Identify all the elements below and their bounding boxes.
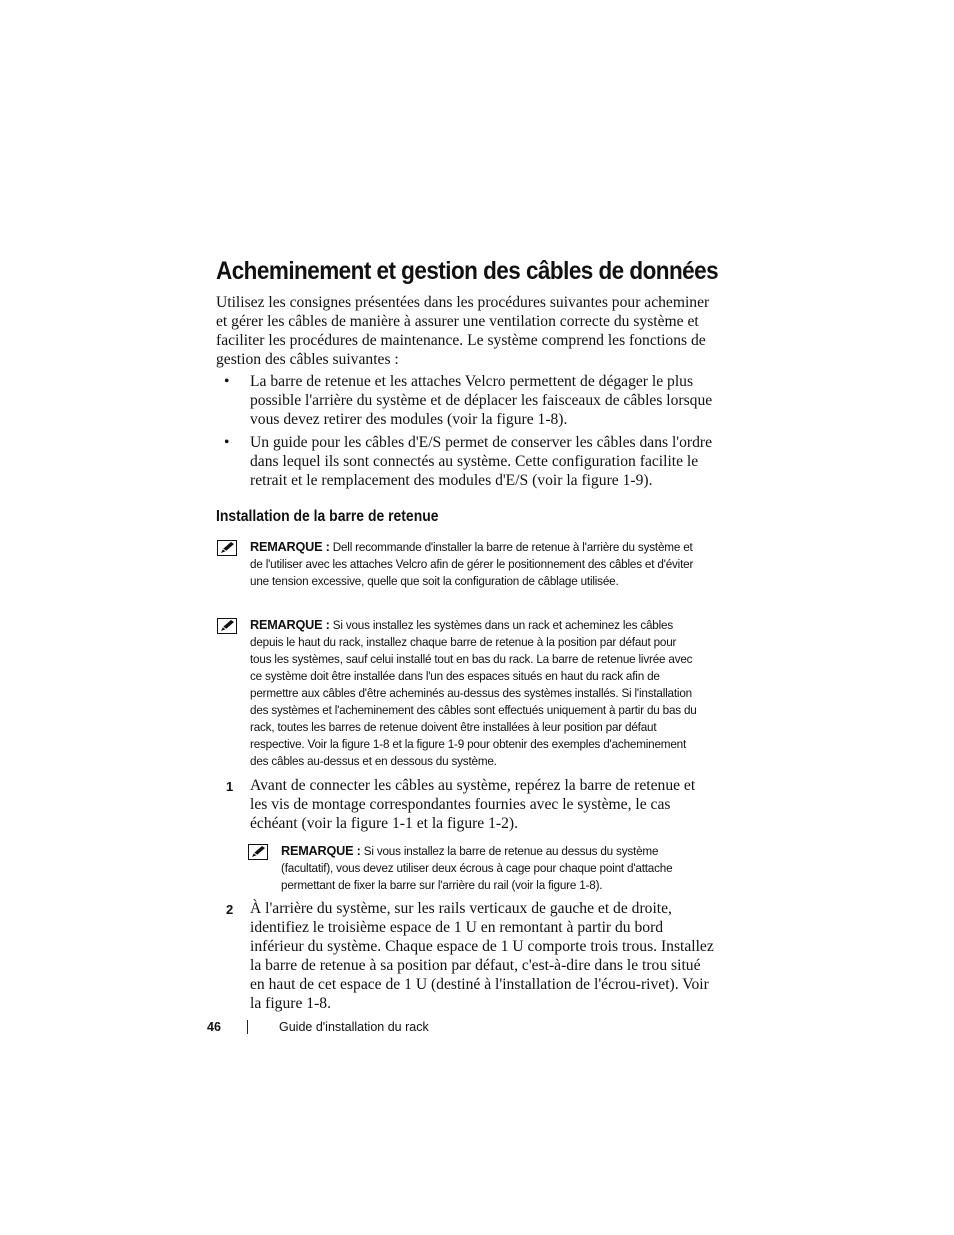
list-item [216,433,716,490]
bullet-icon: • [224,373,230,390]
document-title: Guide d'installation du rack [279,1020,429,1034]
section-heading: Acheminement et gestion des câbles de données [216,257,719,285]
step-text: À l'arrière du système, sur les rails verticaux de gauche et de droite, identifiez le troisième espace de 1 U en remontant à partir du bord inférieur du système. Chaque espace de 1 U comporte trois trous. Installez la barre de retenue à sa position par défaut, c'est-à-dire dans le trou situé en haut de cet espace de 1 U (destiné à l'installation de l'écrou-rivet). Voir la figure 1-8. [250,900,714,1012]
list-item-text: La barre de retenue et les attaches Velcro permettent de dégager le plus possible l'arrière du système et de déplacer les faisceaux de câbles lorsque vous devez retirer des modules (voir la figure 1-8). [250,373,713,428]
footer-divider [247,1020,248,1034]
note-label: REMARQUE : [250,539,330,554]
step-number: 2 [226,902,234,917]
note-label: REMARQUE : [250,617,330,632]
note-text: Dell recommande d'installer la barre de retenue à l'arrière du système et de l'utiliser avec les attaches Velcro afin de gérer le positionnement des câbles et d'éviter une tension excessive, quelle que soit la configuration de câblage utilisée. [250,540,694,588]
note-pencil-icon [248,844,268,860]
intro-paragraph: Utilisez les consignes présentées dans les procédures suivantes pour acheminer et gérer les câbles de manière à assurer une ventilation correcte du système et faciliter les procédures de maintenance. Le système comprend les fonctions de gestion des câbles suivantes : [216,294,710,368]
note-block [250,538,716,590]
note-text: Si vous installez la barre de retenue au dessus du système (facultatif), vous devez utiliser deux écrous à cage pour chaque point d'attache permettant de fixer la barre sur l'arrière du rail (voir la figure 1-8). [281,844,673,892]
note-label: REMARQUE : [281,843,361,858]
list-item-text: Un guide pour les câbles d'E/S permet de conserver les câbles dans l'ordre dans lequel ils sont connectés au système. Cette configuration facilite le retrait et le remplacement des modules d'E/S (voir la figure 1-9). [250,434,713,489]
step-number: 1 [226,779,234,794]
note-block [281,842,716,894]
list-item [216,372,716,429]
note-pencil-icon [217,618,237,634]
feature-list [216,372,716,494]
subsection-heading: Installation de la barre de retenue [216,508,439,525]
note-pencil-icon [217,540,237,556]
page-number: 46 [207,1020,221,1034]
note-text: Si vous installez les systèmes dans un rack et acheminez les câbles depuis le haut du rack, installez chaque barre de retenue à la position par défaut pour tous les systèmes, sauf celui installé tout en bas du rack. La barre de retenue livrée avec ce système doit être installée dans l'un des espaces situés en haut du rack afin de permettre aux câbles d'être acheminés au-dessus des systèmes installés. Si l'installation des systèmes et l'acheminement des câbles sont effectués uniquement à partir du bas du rack, toutes les barres de retenue doivent être installées à leur position par défaut respective. Voir la figure 1-8 et la figure 1-9 pour obtenir des exemples d'acheminement des câbles au-dessus et en dessous du système. [250,618,697,768]
note-block [250,616,716,770]
step-text: Avant de connecter les câbles au système, repérez la barre de retenue et les vis de montage correspondantes fournies avec le système, le cas échéant (voir la figure 1-1 et la figure 1-2). [250,777,696,832]
bullet-icon: • [224,434,230,451]
